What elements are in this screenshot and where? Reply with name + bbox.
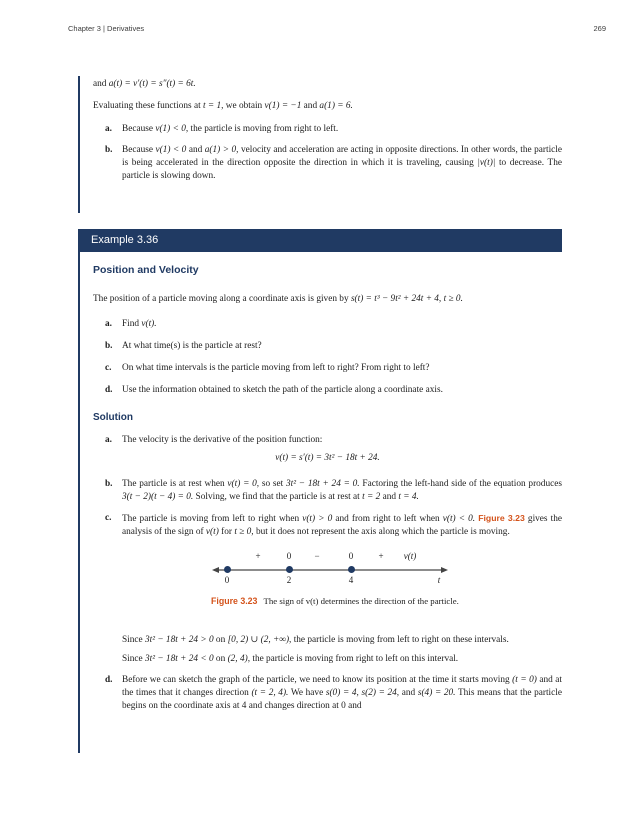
list-item xyxy=(93,512,562,666)
right-arrow-icon xyxy=(441,567,448,573)
number-line-axis xyxy=(217,569,443,571)
item-label: b. xyxy=(105,479,113,489)
question-list xyxy=(93,318,562,397)
example-body xyxy=(78,252,562,753)
item-label: b. xyxy=(105,145,113,155)
item-text: The particle is moving from left to right when v(t) > 0 and from right to left when v(t) < 0. Figure 3.23 gives the analysis of the sign of v(t) for t ≥ 0, but it does not represent the axis along which the particle is moving. xyxy=(122,513,563,537)
example-box xyxy=(78,229,562,753)
item-text: On what time intervals is the particle moving from left to right? From right to left? xyxy=(122,363,430,373)
list-item xyxy=(93,478,562,504)
chapter-title: Chapter 3 | Derivatives xyxy=(68,24,145,33)
figure-caption xyxy=(211,595,511,608)
item-label: d. xyxy=(105,674,113,685)
list-item xyxy=(93,434,562,470)
list-item xyxy=(93,362,562,375)
item-text: Because v(1) < 0, the particle is moving from right to left. xyxy=(122,124,339,134)
item-label: a. xyxy=(105,435,112,445)
list-item xyxy=(93,674,562,713)
item-label: d. xyxy=(105,385,113,395)
velocity-equation: v(t) = s′(t) = 3t² − 18t + 24. xyxy=(275,453,380,463)
previous-example-continuation xyxy=(78,76,562,213)
axis-variable-label: t xyxy=(437,575,441,585)
sign-label: + xyxy=(378,551,384,561)
item-text: Find v(t). xyxy=(122,319,157,329)
figure-label: Figure 3.23 xyxy=(211,596,258,606)
tick-label: 0 xyxy=(224,575,230,585)
example-title-bar xyxy=(78,229,562,252)
item-label: c. xyxy=(105,363,112,373)
spacer xyxy=(122,608,562,634)
item-label: a. xyxy=(105,124,112,134)
item-text: The particle is at rest when v(t) = 0, so set 3t² − 18t + 24 = 0. Factoring the left-hand side of the equation produces 3(t − 2)(t − 4) = 0. Solving, we find that the particle is at rest at t = 2 and t = 4. xyxy=(122,479,562,502)
paragraph: and a(t) = v′(t) = s″(t) = 6t. xyxy=(93,79,196,89)
sign-label: 0 xyxy=(348,551,354,561)
answer-list xyxy=(93,123,562,183)
item-label: b. xyxy=(105,341,113,351)
item-text: Because v(1) < 0 and a(1) > 0, velocity and acceleration are acting in opposite directions. In other words, the particle is being accelerated in the direction opposite the direction in which it is traveling, causing |v(t)| to decrease. The particle is slowing down. xyxy=(122,145,563,181)
velocity-function-label: v(t) xyxy=(403,551,417,561)
list-item xyxy=(93,318,562,331)
paragraph: Since 3t² − 18t + 24 > 0 on [0, 2) ∪ (2, +∞), the particle is moving from left to right on these intervals. xyxy=(122,634,509,645)
figure-caption-text: The sign of v(t) determines the direction of the particle. xyxy=(263,596,459,606)
solution-heading: Solution xyxy=(93,412,133,423)
tick-label: 2 xyxy=(286,575,292,585)
example-title: Example 3.36 xyxy=(91,234,159,246)
paragraph: Evaluating these functions at t = 1, we obtain v(1) = −1 and a(1) = 6. xyxy=(93,101,353,111)
example-subtitle: Position and Velocity xyxy=(93,264,199,276)
paragraph: Since 3t² − 18t + 24 < 0 on (2, 4), the particle is moving from right to left on this interval. xyxy=(122,653,459,664)
item-text: Before we can sketch the graph of the particle, we need to know its position at the time it starts moving (t = 0) and at the times that it changes direction (t = 2, 4). We have s(0) = 4, s(2) = 24, and s(4) = 20. This means that the particle begins on the coordinate axis at 4 and changes direction at 0 and xyxy=(122,674,562,711)
page-number: 269 xyxy=(593,24,606,33)
solution-list xyxy=(93,434,562,713)
left-arrow-icon xyxy=(212,567,219,573)
list-item xyxy=(93,123,562,136)
list-item xyxy=(93,340,562,353)
sign-label: − xyxy=(314,551,320,561)
item-label: a. xyxy=(105,319,112,329)
axis-point xyxy=(286,566,293,573)
list-item xyxy=(93,144,562,183)
problem-statement: The position of a particle moving along a coordinate axis is given by s(t) = t³ − 9t² + 24t + 4, t ≥ 0. xyxy=(93,294,463,304)
item-text: The velocity is the derivative of the position function: xyxy=(122,435,323,445)
sign-label: 0 xyxy=(286,551,292,561)
list-item xyxy=(93,384,562,397)
page-header xyxy=(68,22,606,35)
item-text: Use the information obtained to sketch the path of the particle along a coordinate axis. xyxy=(122,385,443,395)
page-content xyxy=(0,76,630,753)
tick-label: 4 xyxy=(348,575,354,585)
item-text: At what time(s) is the particle at rest? xyxy=(122,341,262,351)
axis-point xyxy=(348,566,355,573)
item-label: c. xyxy=(105,513,112,523)
axis-point xyxy=(224,566,231,573)
sign-label: + xyxy=(255,551,261,561)
sign-chart-figure xyxy=(214,551,446,591)
